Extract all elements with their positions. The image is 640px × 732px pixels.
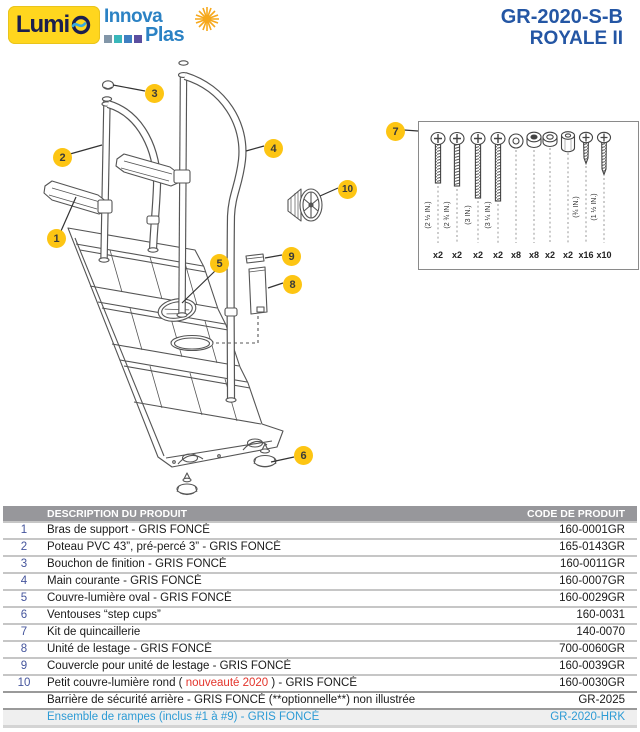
table-row: 9 Couvercle pour unité de lestage - GRIS FONCÉ 160-0039GR [3,658,637,675]
plas-text: Plas [145,24,185,46]
hardware-kit-diagram [419,122,638,269]
parts-table [3,506,637,728]
lumio-logo [8,6,100,44]
svg-text:(1 ½ IN.): (1 ½ IN.) [591,193,598,221]
callout-1: 1 [47,229,66,248]
callout-4: 4 [264,139,283,158]
callout-7: 7 [386,122,405,141]
callout-5: 5 [210,254,229,273]
innova-square-icon [124,35,132,43]
table-row: 6 Ventouses “step cups” 160-0031 [3,607,637,624]
svg-text:(¾ IN.): (¾ IN.) [573,196,580,218]
callout-8: 8 [283,275,302,294]
hardware-kit-box [418,121,639,270]
table-row: 8 Unité de lestage - GRIS FONCÉ 700-0060GR [3,641,637,658]
svg-text:x2: x2 [432,250,444,260]
svg-text:x16: x16 [578,250,594,260]
table-row: 7 Kit de quincaillerie 140-0070 [3,624,637,641]
header-code: CODE DE PRODUIT [517,506,637,522]
table-row: 4 Main courante - GRIS FONCÉ 160-0007GR [3,573,637,590]
lumio-logo-text: Lumi [15,11,70,38]
svg-text:x2: x2 [472,250,484,260]
new-2020-note: nouveauté 2020 [185,677,269,689]
svg-text:x2: x2 [492,250,504,260]
innovaplas-logo [104,7,208,51]
svg-text:x2: x2 [562,250,574,260]
innova-square-icon [134,35,142,43]
callout-10: 10 [338,180,357,199]
table-row-optional-barrier: Barrière de sécurité arrière - GRIS FONCÉ (**optionnelle**) non illustrée GR-2025 [3,692,637,709]
header-num-cell [3,506,45,522]
svg-text:x8: x8 [510,250,522,260]
svg-text:(2 ¾ IN.): (2 ¾ IN.) [444,201,451,229]
header-description: DESCRIPTION DU PRODUIT [45,506,517,522]
table-row: 2 Poteau PVC 43”, pré-percé 3” - GRIS FONCÉ 165-0143GR [3,539,637,556]
svg-text:x8: x8 [528,250,540,260]
svg-text:(3 IN.): (3 IN.) [465,205,472,225]
innova-text: Innova [104,6,163,27]
product-code: GR-2020-S-B [500,6,623,28]
table-row: 10 Petit couvre-lumière rond ( nouveauté 2020 ) - GRIS FONCÉ 160-0030GR [3,675,637,692]
product-name: ROYALE II [529,28,623,49]
product-codes [501,6,623,49]
svg-text:(3 ¼ IN.): (3 ¼ IN.) [485,201,492,229]
sun-icon [192,4,222,34]
table-row: 5 Couvre-lumière oval - GRIS FONCÉ 160-0029GR [3,590,637,607]
svg-text:x2: x2 [544,250,556,260]
table-row-handrail-kit: Ensemble de rampes (inclus #1 à #9) - GRIS FONCÉ GR-2020-HRK [3,709,637,727]
table-row: 3 Bouchon de finition - GRIS FONCÉ 160-0011GR [3,556,637,573]
innova-square-icon [104,35,112,43]
callout-3: 3 [145,84,164,103]
svg-text:x2: x2 [451,250,463,260]
lumio-o-icon [70,14,92,36]
svg-text:(2 ½ IN.): (2 ½ IN.) [425,201,432,229]
table-header-row [3,506,637,522]
innova-square-icon [114,35,122,43]
svg-text:x10: x10 [596,250,612,260]
callout-9: 9 [282,247,301,266]
table-row: 1 Bras de support - GRIS FONCÉ 160-0001GR [3,522,637,539]
callout-6: 6 [294,446,313,465]
callout-2: 2 [53,148,72,167]
